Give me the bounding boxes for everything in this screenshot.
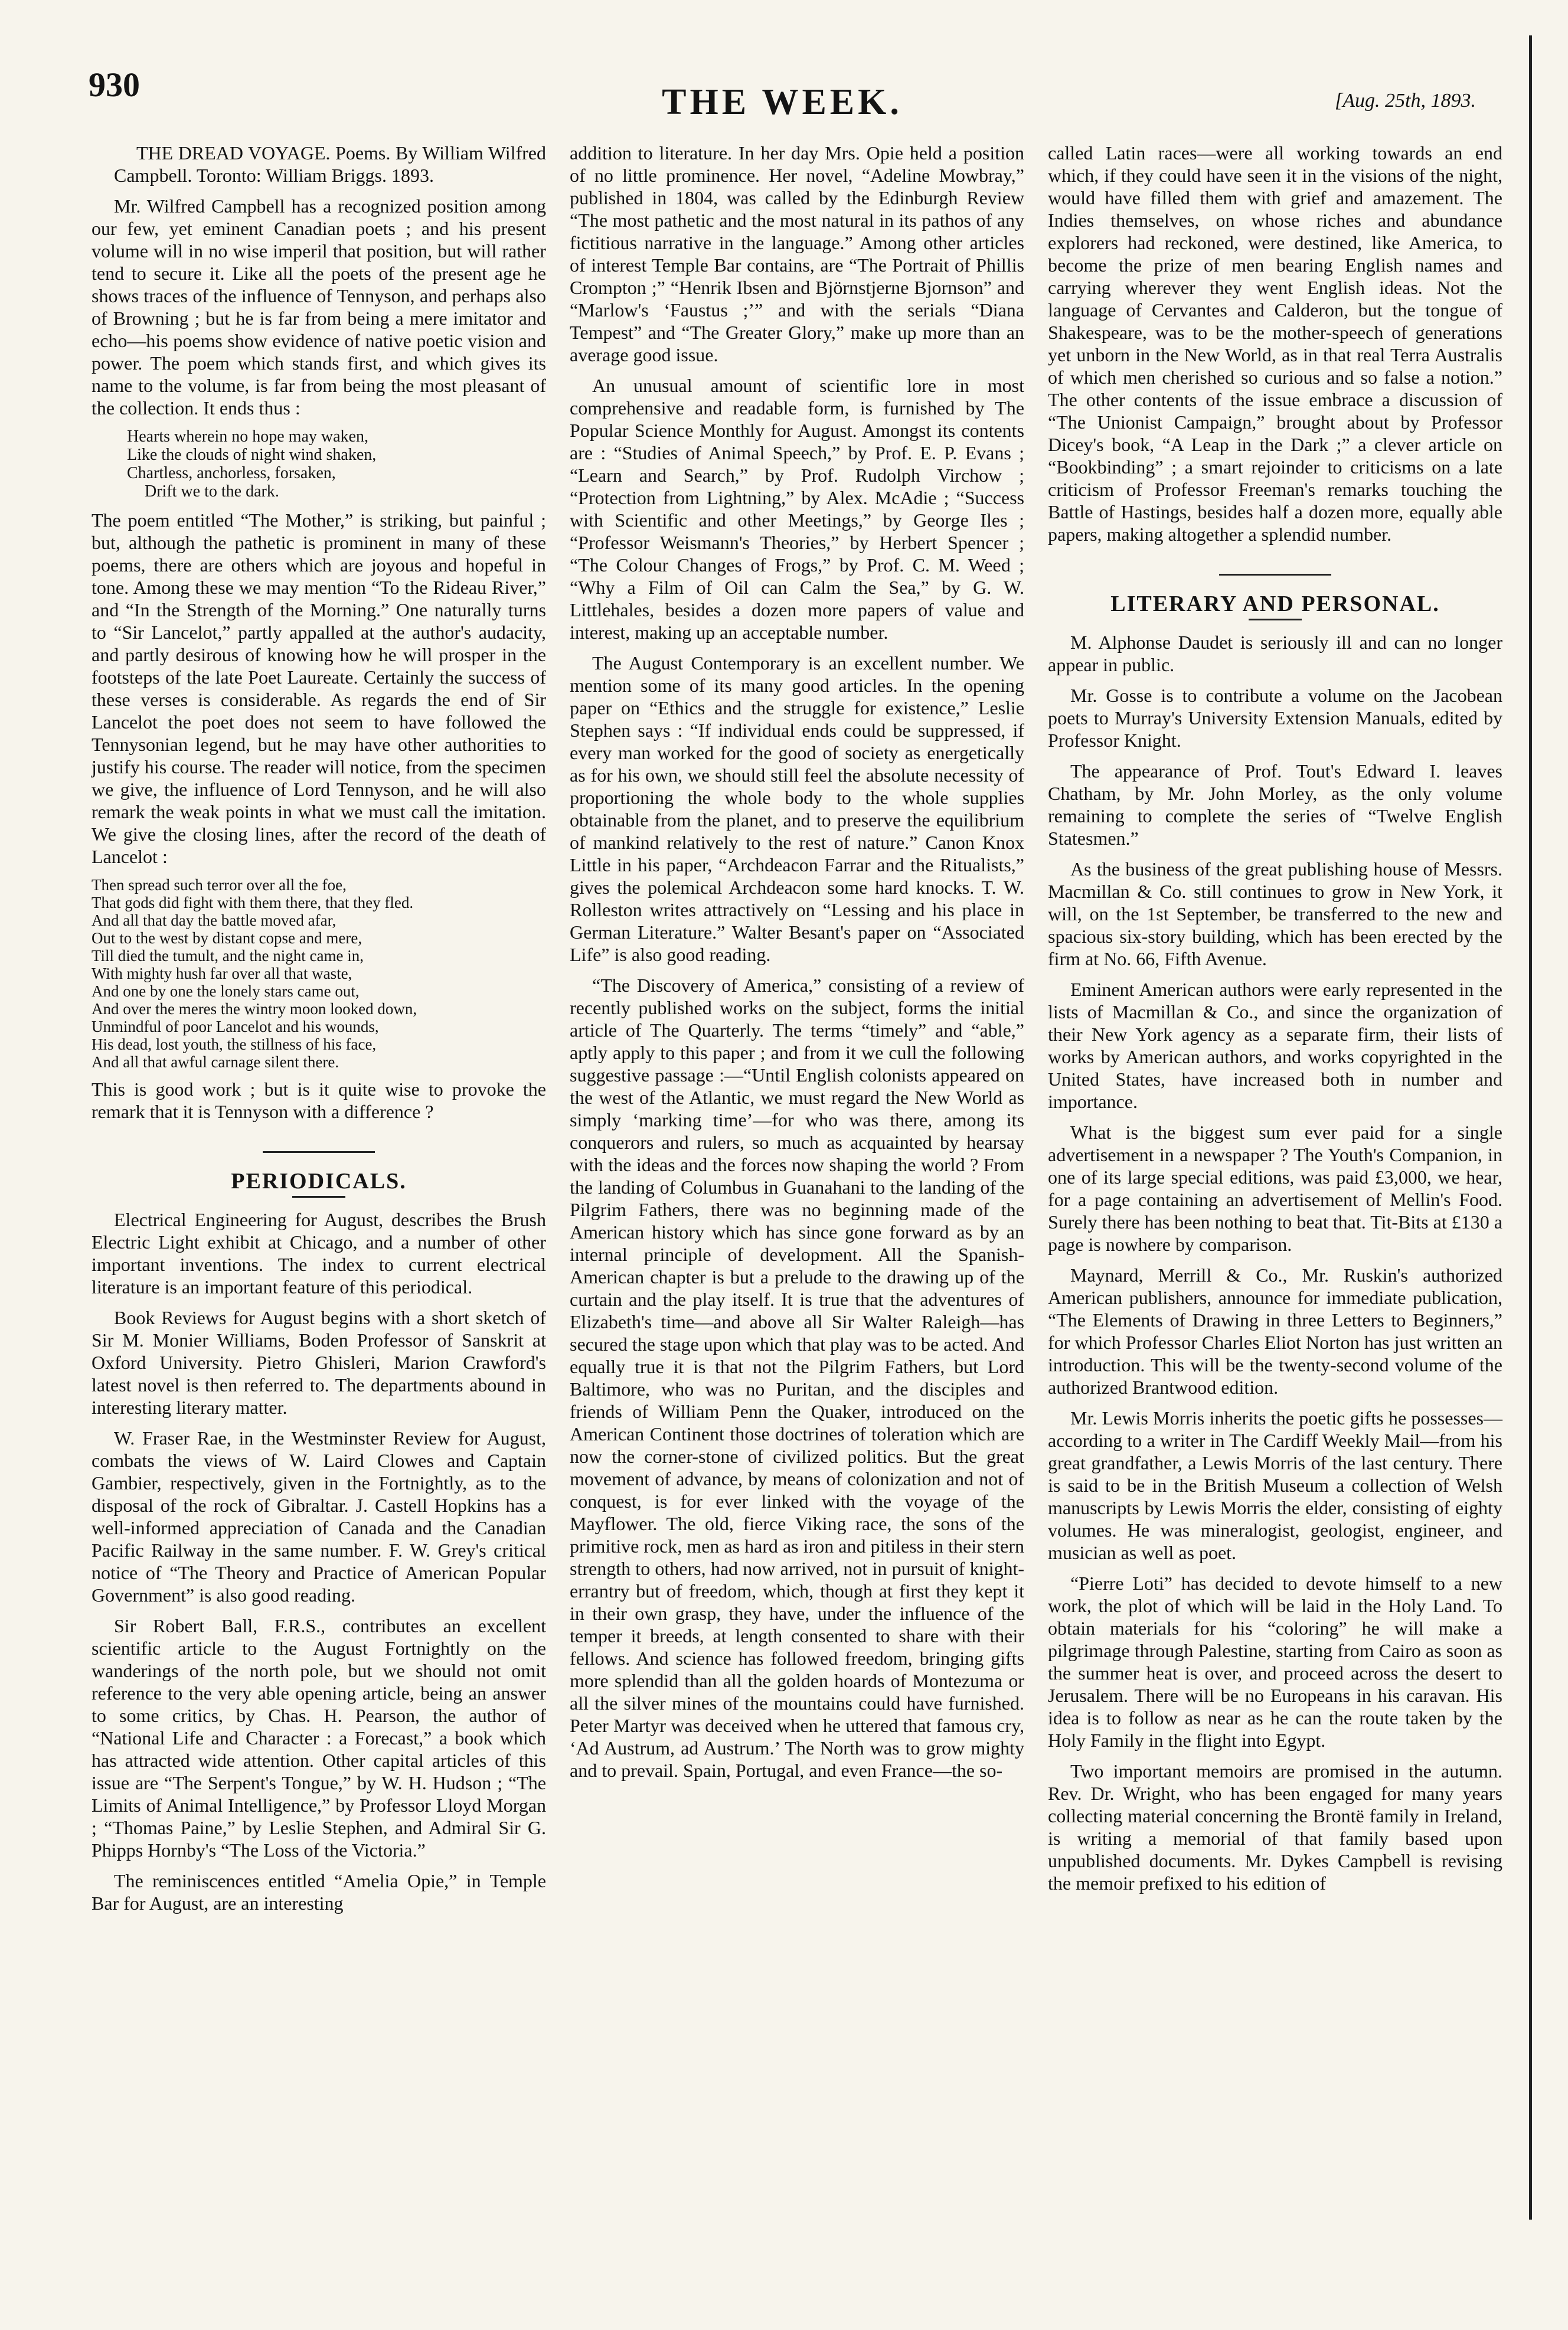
poem-line: His dead, lost youth, the stillness of his face, bbox=[92, 1035, 377, 1053]
article-paragraph: “The Discovery of America,” consisting of a review of recently published works on the subject, forms the initial article of The Quarterly. The terms “timely” and “able,” aptly apply to this paper ; and from it we cull the following suggestive passage :—“Until English colonists appeared on the west of the Atlantic, we must regard the New World as simply ‘marking time’—for who was there, among its conquerors and rulers, so much as acquainted by hearsay with the ideas and the forces now shaping the world ? From the landing of Columbus in Guanahani to the landing of the Pilgrim Fathers, there was no beginning made of the American history which has since gone forward as by an internal principle of development. All the Spanish-American chapter is but a prelude to the drawing up of the curtain and the play itself. It is true that the adventures of Elizabeth's time—and above all Sir Walter Raleigh—has secured the stage upon which that play was to be acted. And equally true it is that not the Pilgrim Fathers, but Lord Baltimore, who was no Puritan, and the disciples and friends of William Penn the Quaker, introduced on the American Continent those doctrines of toleration which are now the corner-stone of civilized politics. But the great movement of advance, by means of colonization and not of conquest, is for ever linked with the voyage of the Mayflower. The old, fierce Viking race, the sons of the primitive rock, men as hard as iron and pitiless in their stern strength to others, had now arrived, not in pursuit of knight-errantry but of freedom, which, though at first they kept it in their own grasp, they have, under the influence of the temper it breeds, at length consented to share with their fellows. And science has followed freedom, bringing gifts more splendid than all the golden hoards of Montezuma or all the silver mines of the mountains could have furnished. Peter Martyr was deceived when he uttered that famous cry, ‘Ad Austrum, ad Austrum.’ The North was to grow mighty and to prevail. Spain, Portugal, and even France—the so- bbox=[570, 975, 1024, 1781]
page-number: 930 bbox=[89, 66, 140, 104]
news-paragraph: Maynard, Merrill & Co., Mr. Ruskin's authorized American publishers, announce for immediate publication, “The Elements of Drawing in three Letters to Beginners,” for which Professor Charles Eliot Norton has just written an introduction. This will be the twenty-second volume of the authorized Brantwood edition. bbox=[1048, 1264, 1502, 1398]
news-paragraph: “Pierre Loti” has decided to devote himself to a new work, the plot of which will be laid in the Holy Land. To obtain materials for his “coloring” he will make a pilgrimage through Palestine, starting from Cairo as soon as the summer heat is over, and proceed across the desert to Jerusalem. There will be no Europeans in his caravan. His idea is to follow as near as he can the route taken by the Holy Family in the flight into Egypt. bbox=[1048, 1573, 1502, 1751]
poem-line: Hearts wherein no hope may waken, bbox=[127, 427, 368, 446]
poem-line: That gods did fight with them there, that they fled. bbox=[92, 894, 414, 911]
masthead-title: THE WEEK. bbox=[662, 82, 903, 122]
section-divider bbox=[1048, 562, 1502, 584]
poem-line: With mighty hush far over all that waste, bbox=[92, 965, 352, 982]
review-paragraph: The poem entitled “The Mother,” is striking, but painful ; but, although the pathetic is prominent in many of these poems, there are others which are joyous and hopeful in tone. Among these we may mention “To the Rideau River,” and “In the Strength of the Morning.” One naturally turns to “Sir Lancelot,” partly appalled at the author's audacity, and partly desirous of knowing how he will prosper in the footsteps of the late Poet Laureate. Certainly the success of these verses is considerable. As regards the end of Sir Lancelot the poet does not seem to have followed the Tennysonian legend, but he may have other authorities to justify his course. The reader will notice, from the specimen we give, the influence of Lord Tennyson, and he will also remark the weak points in what we must call the imitation. We give the closing lines, after the record of the death of Lancelot : bbox=[92, 509, 546, 867]
poem-excerpt-lancelot bbox=[92, 876, 546, 1071]
article-paragraph: addition to literature. In her day Mrs. Opie held a position of no little prominence. Her novel, “Adeline Mowbray,” published in 1804, was called by the Edinburgh Review “The most pathetic and the most natural in its pathos of any fictitious narrative in the language.” Among other articles of interest Temple Bar contains, are “The Portrait of Phillis Crompton ;” “Henrik Ibsen and Björnstjerne Bjornson” and “Marlow's ‘Faustus ;’” and with the serials “Diana Tempest” and “The Greater Glory,” make up more than an average good issue. bbox=[570, 142, 1024, 365]
section-underline bbox=[1249, 619, 1302, 620]
section-divider bbox=[92, 1139, 546, 1162]
article-paragraph: The August Contemporary is an excellent number. We mention some of its many good articles. In the opening paper on “Ethics and the struggle for existence,” Leslie Stephen says : “If individual ends could be suppressed, if every man worked for the good of society as energetically as for his own, we should still feel the absolute necessity of proportioning the whole body to the whole supplies obtainable from the planet, and to preserve the equilibrium of mankind relatively to the rest of nature.” Canon Knox Little in his paper, “Archdeacon Farrar and the Ritualists,” gives the polemical Archdeacon some hard knocks. T. W. Rolleston writes attractively on “Lessing and his place in German Literature.” Walter Besant's paper on “Associated Life” is also good reading. bbox=[570, 652, 1024, 965]
poem-excerpt bbox=[127, 427, 546, 501]
poem-line: Till died the tumult, and the night came in, bbox=[92, 947, 364, 965]
section-title-periodicals: PERIODICALS. bbox=[231, 1169, 407, 1194]
issue-date: [Aug. 25th, 1893. bbox=[1335, 90, 1476, 112]
news-paragraph: Eminent American authors were early represented in the lists of Macmillan & Co., and since the organization of their New York agency as a separate firm, their lists of works by American authors, and works copyrighted in the United States, have increased both in number and importance. bbox=[1048, 979, 1502, 1112]
news-paragraph: What is the biggest sum ever paid for a single advertisement in a newspaper ? The Youth's Companion, in one of its large special editions, was paid £3,000, we hear, for a page containing an advertisement of Mellin's Food. Surely there has been nothing to beat that. Tit-Bits at £130 a page is nowhere by comparison. bbox=[1048, 1122, 1502, 1255]
section-underline bbox=[292, 1196, 345, 1198]
news-paragraph: As the business of the great publishing house of Messrs. Macmillan & Co. still continues to grow in New York, it will, on the 1st September, be transferred to the new and spacious six-story building, which has been erected by the firm at No. 66, Fifth Avenue. bbox=[1048, 858, 1502, 969]
news-paragraph: Two important memoirs are promised in the autumn. Rev. Dr. Wright, who has been engaged for many years collecting material concerning the Brontë family in Ireland, is writing a memorial of that family based upon unpublished documents. Mr. Dykes Campbell is revising the memoir prefixed to his edition of bbox=[1048, 1760, 1502, 1894]
article-paragraph: Electrical Engineering for August, describes the Brush Electric Light exhibit at Chicago, and a number of other important inventions. The index to current electrical literature is an important feature of this periodical. bbox=[92, 1209, 546, 1298]
poem-line: Then spread such terror over all the foe, bbox=[92, 876, 347, 894]
review-title: THE DREAD VOYAGE. Poems. By William Wilfred Campbell. Toronto: William Briggs. 1893. bbox=[114, 142, 546, 186]
review-paragraph: This is good work ; but is it quite wise to provoke the remark that it is Tennyson with a difference ? bbox=[92, 1079, 546, 1122]
poem-line: And all that day the battle moved afar, bbox=[92, 911, 337, 929]
poem-line: And one by one the lonely stars came out, bbox=[92, 982, 360, 1000]
poem-line: Unmindful of poor Lancelot and his wounds, bbox=[92, 1018, 379, 1035]
poem-line: Out to the west by distant copse and mere, bbox=[92, 929, 362, 947]
article-paragraph: Sir Robert Ball, F.R.S., contributes an excellent scientific article to the August Fortnightly on the wanderings of the north pole, but we should not omit reference to the very able opening article, being an answer to some critics, by Chas. H. Pearson, the author of “National Life and Character : a Forecast,” a book which has attracted wide attention. Other capital articles of this issue are “The Serpent's Tongue,” by W. H. Hudson ; “The Limits of Animal Intelligence,” by Professor Lloyd Morgan ; “Thomas Paine,” by Leslie Stephen, and Admiral Sir G. Phipps Hornby's “The Loss of the Victoria.” bbox=[92, 1615, 546, 1861]
article-paragraph: An unusual amount of scientific lore in most comprehensive and readable form, is furnished by The Popular Science Monthly for August. Amongst its contents are : “Studies of Animal Speech,” by Prof. E. P. Evans ; “Learn and Search,” by Prof. Rudolph Virchow ; “Protection from Lightning,” by Alex. McAdie ; “Success with Scientific and other Meetings,” by George Iles ; “Professor Weismann's Theories,” by Herbert Spencer ; “The Colour Changes of Frogs,” by Prof. C. M. Weed ; “Why a Film of Oil can Calm the Sea,” by G. W. Littlehales, besides a dozen more papers of value and interest, making up an acceptable number. bbox=[570, 375, 1024, 643]
poem-line: Like the clouds of night wind shaken, bbox=[127, 446, 377, 464]
article-paragraph: called Latin races—were all working towards an end which, if they could have seen it in the visions of the night, would have filled them with grief and amazement. The Indies themselves, on whose riches and abundance explorers had reckoned, were destined, like America, to become the prize of men bearing English names and carrying wherever they went English ideas. Not the language of Cervantes and Calderon, but the tongue of Shakespeare, was to be the mother-speech of generations yet unborn in the New World, as in that real Terra Australis of which men cherished so curious and so false a notion.” The other contents of the issue embrace a discussion of “The Unionist Campaign,” brought about by Professor Dicey's book, “A Leap in the Dark ;” a clever article on “Bookbinding” ; a smart rejoinder to criticisms on a late criticism of Professor Freeman's remarks touching the Battle of Hastings, besides half a dozen more, equally able papers, making altogether a splendid number. bbox=[1048, 142, 1502, 545]
article-paragraph: W. Fraser Rae, in the Westminster Review for August, combats the views of W. Laird Clowes and Captain Gambier, respectively, given in the Fortnightly, as to the disposal of the rock of Gibraltar. J. Castell Hopkins has a well-informed appreciation of Canada and the Canadian Pacific Railway in the same number. F. W. Grey's critical notice of “The Theory and Practice of American Popular Government” is also good reading. bbox=[92, 1427, 546, 1606]
article-paragraph: Book Reviews for August begins with a short sketch of Sir M. Monier Williams, Boden Professor of Sanskrit at Oxford University. Pietro Ghisleri, Marion Crawford's latest novel is then referred to. The departments abound in interesting literary matter. bbox=[92, 1307, 546, 1418]
news-paragraph: Mr. Lewis Morris inherits the poetic gifts he possesses—according to a writer in The Cardiff Weekly Mail—from his great grandfather, a Lewis Morris of the last century. There is said to be in the British Museum a collection of Welsh manuscripts by Lewis Morris the elder, consisting of eighty volumes. He was mineralogist, geologist, engineer, and musician as well as poet. bbox=[1048, 1407, 1502, 1563]
column-middle bbox=[570, 142, 1024, 1790]
article-paragraph: The reminiscences entitled “Amelia Opie,” in Temple Bar for August, are an interesting bbox=[92, 1870, 546, 1914]
section-title-literary-personal: LITERARY AND PERSONAL. bbox=[1110, 592, 1440, 616]
news-paragraph: The appearance of Prof. Tout's Edward I. leaves Chatham, by Mr. John Morley, as the only volume remaining to complete the series of “Twelve English Statesmen.” bbox=[1048, 760, 1502, 849]
right-margin-rule bbox=[1529, 35, 1532, 2220]
column-left bbox=[92, 142, 546, 1923]
review-paragraph: Mr. Wilfred Campbell has a recognized position among our few, yet eminent Canadian poets ; and his present volume will in no wise imperil that position, but will rather tend to secure it. Like all the poets of the present age he shows traces of the influence of Tennyson, and perhaps also of Browning ; but he is far from being a mere imitator and echo—his poems show evidence of native poetic vision and power. The poem which stands first, and which gives its name to the volume, is far from being the most pleasant of the collection. It ends thus : bbox=[92, 195, 546, 419]
poem-line: And over the meres the wintry moon looked down, bbox=[92, 1000, 417, 1018]
news-paragraph: M. Alphonse Daudet is seriously ill and can no longer appear in public. bbox=[1048, 632, 1502, 675]
poem-line: Chartless, anchorless, forsaken, bbox=[127, 464, 336, 482]
poem-line: Drift we to the dark. bbox=[145, 482, 279, 501]
news-paragraph: Mr. Gosse is to contribute a volume on the Jacobean poets to Murray's University Extension Manuals, edited by Professor Knight. bbox=[1048, 685, 1502, 751]
poem-line: And all that awful carnage silent there. bbox=[92, 1053, 339, 1071]
page-header bbox=[89, 65, 1476, 130]
column-right bbox=[1048, 142, 1502, 1903]
